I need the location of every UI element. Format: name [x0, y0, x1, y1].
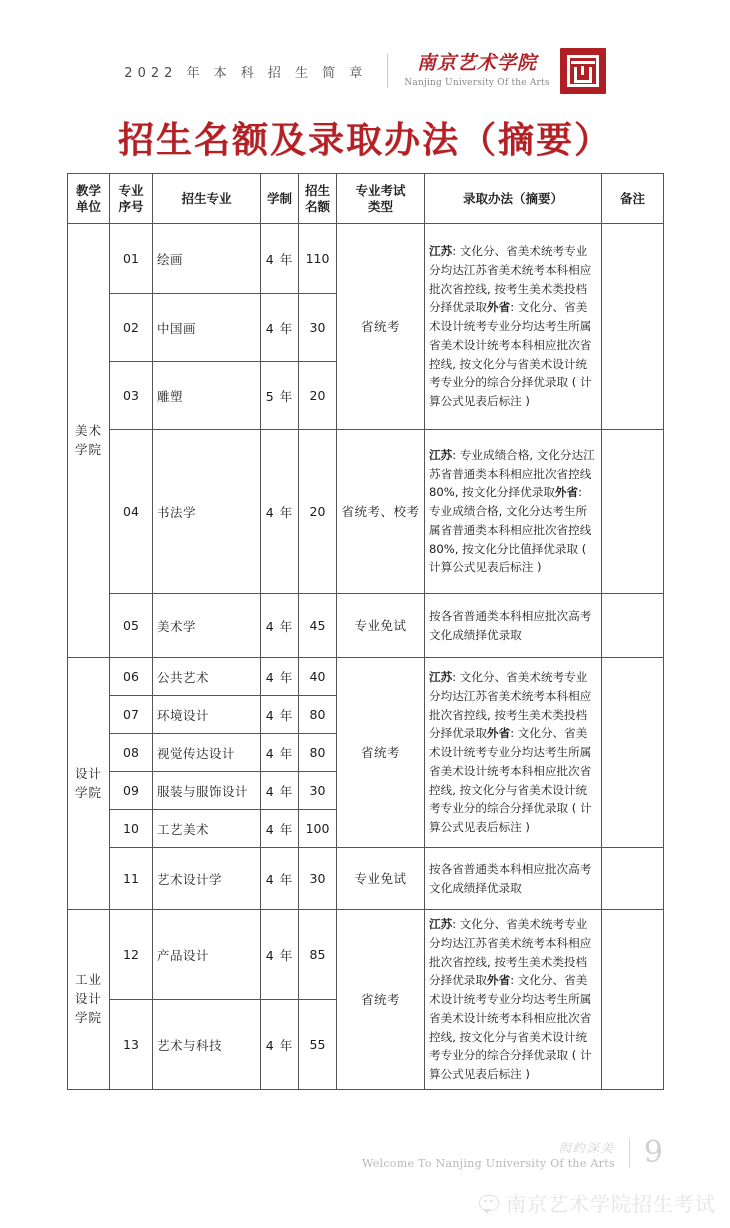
row-number: 12 [110, 910, 153, 1000]
row-number: 07 [110, 696, 153, 734]
row-major: 绘画 [153, 224, 261, 294]
row-number: 06 [110, 658, 153, 696]
row-quota: 110 [299, 224, 337, 294]
exam-type-cell: 省统考 [337, 658, 425, 848]
method-cell: 按各省普通类本科相应批次高考文化成绩择优录取 [425, 594, 602, 658]
row-length: 4 年 [261, 224, 299, 294]
method-text-jiangsu: : 文化分、省美术统考专业分均达江苏省美术统考本科相应批次省控线, 按考生美术类投档分择优录取 [429, 243, 592, 315]
col-header-number: 专业 序号 [110, 174, 153, 224]
row-length: 4 年 [261, 294, 299, 362]
exam-type-cell: 省统考 [337, 224, 425, 430]
method-label-other: 外省 [554, 485, 579, 500]
row-major: 书法学 [153, 430, 261, 594]
method-label-jiangsu: 江苏 [429, 243, 453, 258]
brand-texts [404, 53, 549, 88]
wechat-brand-row [479, 1188, 716, 1217]
row-number: 10 [110, 810, 153, 848]
row-quota: 30 [299, 772, 337, 810]
brand-block [404, 48, 605, 94]
table-row [68, 224, 664, 294]
method-cell [425, 910, 602, 1090]
brand-name-cn: 南京艺术学院 [416, 52, 537, 75]
row-quota: 55 [299, 1000, 337, 1090]
method-text-other: : 文化分、省美术设计统考专业分均达考生所属省美术设计统考本科相应批次省控线, 按文化分与省美术设计统考专业分的综合分择优录取 ( 计算公式见表后标注 ) [429, 300, 592, 409]
row-number: 05 [110, 594, 153, 658]
row-quota: 45 [299, 594, 337, 658]
row-major: 雕塑 [153, 362, 261, 430]
method-cell: 按各省普通类本科相应批次高考文化成绩择优录取 [425, 848, 602, 910]
table-row [68, 594, 664, 658]
row-number: 08 [110, 734, 153, 772]
row-number: 01 [110, 224, 153, 294]
row-major: 服装与服饰设计 [153, 772, 261, 810]
col-header-unit: 教学 单位 [68, 174, 110, 224]
row-major: 工艺美术 [153, 810, 261, 848]
method-label-other: 外省 [486, 300, 511, 315]
table-row [68, 848, 664, 910]
method-text-jiangsu: : 专业成绩合格, 文化分达江苏省普通类本科相应批次省控线 80%, 按文化分择优录取 [429, 447, 595, 500]
admissions-table-wrap [67, 173, 663, 1090]
col-header-major: 招生专业 [153, 174, 261, 224]
col-header-method: 录取办法（摘要） [425, 174, 602, 224]
row-length: 4 年 [261, 772, 299, 810]
row-length: 4 年 [261, 734, 299, 772]
header-divider [387, 54, 388, 88]
remark-cell [602, 910, 664, 1090]
method-label-other: 外省 [486, 726, 511, 741]
wechat-bubble-icon [479, 1195, 499, 1211]
row-major: 公共艺术 [153, 658, 261, 696]
row-major: 环境设计 [153, 696, 261, 734]
row-quota: 80 [299, 696, 337, 734]
method-text-jiangsu: : 文化分、省美术统考专业分均达江苏省美术统考本科相应批次省控线, 按考生美术类投档分择优录取 [429, 669, 592, 741]
col-header-length: 学制 [261, 174, 299, 224]
row-length: 4 年 [261, 848, 299, 910]
footer-texts [362, 1139, 615, 1170]
row-quota: 85 [299, 910, 337, 1000]
unit-cell-design: 设计 学院 [68, 658, 110, 910]
footer-welcome-en: Welcome To Nanjing University Of the Arts [362, 1157, 615, 1170]
row-length: 4 年 [261, 696, 299, 734]
row-length: 4 年 [261, 658, 299, 696]
method-label-other: 外省 [486, 973, 511, 988]
row-quota: 30 [299, 848, 337, 910]
row-number: 04 [110, 430, 153, 594]
row-length: 4 年 [261, 910, 299, 1000]
col-header-exam-type: 专业考试 类型 [337, 174, 425, 224]
row-number: 03 [110, 362, 153, 430]
row-length: 5 年 [261, 362, 299, 430]
remark-cell [602, 430, 664, 594]
row-number: 13 [110, 1000, 153, 1090]
row-quota: 20 [299, 362, 337, 430]
method-label-jiangsu: 江苏 [429, 669, 453, 684]
footer-motto: 闳约深美 [558, 1141, 615, 1155]
exam-type-cell: 专业免试 [337, 594, 425, 658]
row-major: 中国画 [153, 294, 261, 362]
brand-name-en: Nanjing University Of the Arts [404, 78, 550, 89]
table-row [68, 910, 664, 1000]
table-row [68, 430, 664, 594]
row-quota: 30 [299, 294, 337, 362]
row-major: 美术学 [153, 594, 261, 658]
page-title: 招生名额及录取办法（摘要） [117, 119, 612, 161]
table-header-row [68, 174, 664, 224]
table-row [68, 658, 664, 696]
row-number: 11 [110, 848, 153, 910]
row-length: 4 年 [261, 594, 299, 658]
col-header-quota: 招生 名额 [299, 174, 337, 224]
row-quota: 100 [299, 810, 337, 848]
row-major: 艺术设计学 [153, 848, 261, 910]
row-quota: 20 [299, 430, 337, 594]
exam-type-cell: 专业免试 [337, 848, 425, 910]
exam-type-cell: 省统考 [337, 910, 425, 1090]
exam-type-cell: 省统考、校考 [337, 430, 425, 594]
unit-cell-industrial-design: 工业 设计 学院 [68, 910, 110, 1090]
row-major: 视觉传达设计 [153, 734, 261, 772]
col-header-remark: 备注 [602, 174, 664, 224]
footer-brand-row [362, 1135, 663, 1170]
row-quota: 40 [299, 658, 337, 696]
wechat-account-name: 南京艺术学院招生考试 [506, 1192, 716, 1216]
remark-cell [602, 224, 664, 430]
method-cell [425, 430, 602, 594]
method-label-jiangsu: 江苏 [429, 916, 453, 931]
row-length: 4 年 [261, 1000, 299, 1090]
remark-cell [602, 848, 664, 910]
row-major: 产品设计 [153, 910, 261, 1000]
method-text-jiangsu: : 文化分、省美术统考专业分均达江苏省美术统考本科相应批次省控线, 按考生美术类投档分择优录取 [429, 916, 592, 988]
remark-cell [602, 658, 664, 848]
footer-divider [629, 1138, 630, 1168]
method-text-other: : 专业成绩合格, 文化分达考生所属省普通类本科相应批次省控线 80%, 按文化分比值择优录取 ( 计算公式见表后标注 ) [429, 485, 592, 575]
page-number: 9 [643, 1135, 663, 1170]
method-text-other: : 文化分、省美术设计统考专业分均达考生所属省美术设计统考本科相应批次省控线, 按文化分与省美术设计统考专业分的综合分择优录取 ( 计算公式见表后标注 ) [429, 726, 592, 835]
method-text-other: : 文化分、省美术设计统考专业分均达考生所属省美术设计统考本科相应批次省控线, 按文化分与省美术设计统考专业分的综合分择优录取 ( 计算公式见表后标注 ) [429, 973, 592, 1082]
nua-seal-logo-icon [560, 48, 606, 94]
remark-cell [602, 594, 664, 658]
header-title: 2022 年 本 科 招 生 简 章 [124, 65, 368, 81]
method-cell [425, 658, 602, 848]
row-number: 02 [110, 294, 153, 362]
admissions-table [67, 173, 664, 1090]
unit-cell-fine-arts: 美术 学院 [68, 224, 110, 658]
row-length: 4 年 [261, 430, 299, 594]
row-quota: 80 [299, 734, 337, 772]
page-header [0, 48, 730, 94]
row-major: 艺术与科技 [153, 1000, 261, 1090]
row-number: 09 [110, 772, 153, 810]
method-label-jiangsu: 江苏 [429, 447, 453, 462]
method-cell [425, 224, 602, 430]
row-length: 4 年 [261, 810, 299, 848]
